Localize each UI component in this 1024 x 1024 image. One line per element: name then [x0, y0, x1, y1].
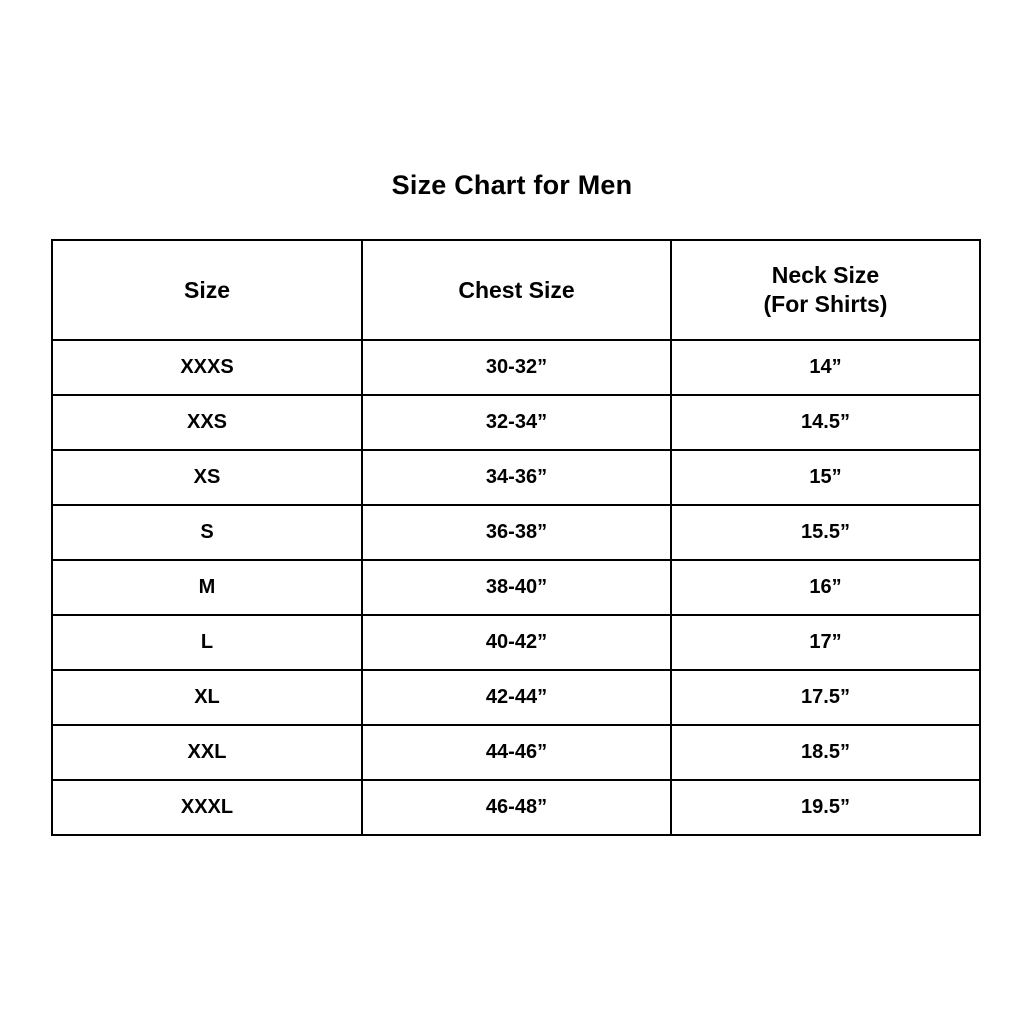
column-header-neck: [671, 240, 980, 340]
cell-chest: 34-36”: [362, 450, 671, 505]
column-header-size-label: Size: [183, 276, 231, 303]
table-row: [52, 450, 980, 505]
cell-chest: 38-40”: [362, 560, 671, 615]
table-body: [52, 340, 980, 835]
table-row: [52, 340, 980, 395]
size-chart-table: [51, 239, 981, 836]
cell-neck: 17.5”: [671, 670, 980, 725]
page-title: Size Chart for Men: [391, 170, 633, 200]
table-row: [52, 615, 980, 670]
cell-chest: 42-44”: [362, 670, 671, 725]
cell-size: M: [52, 560, 362, 615]
table-row: [52, 670, 980, 725]
cell-neck: 16”: [671, 560, 980, 615]
cell-size: S: [52, 505, 362, 560]
column-header-chest-label: Chest Size: [458, 276, 575, 303]
cell-size: XXL: [52, 725, 362, 780]
cell-size: XL: [52, 670, 362, 725]
cell-neck: 15”: [671, 450, 980, 505]
cell-size: XXXS: [52, 340, 362, 395]
cell-chest: 32-34”: [362, 395, 671, 450]
cell-chest: 30-32”: [362, 340, 671, 395]
column-header-neck-label: Neck Size: [771, 262, 880, 289]
table-header: [52, 240, 980, 340]
cell-chest: 36-38”: [362, 505, 671, 560]
table-row: [52, 505, 980, 560]
column-header-neck-sublabel: (For Shirts): [763, 291, 888, 317]
table-row: [52, 725, 980, 780]
table-row: [52, 560, 980, 615]
cell-neck: 15.5”: [671, 505, 980, 560]
table-header-row: [52, 240, 980, 340]
cell-neck: 17”: [671, 615, 980, 670]
column-header-chest: [362, 240, 671, 340]
cell-chest: 40-42”: [362, 615, 671, 670]
column-header-size: [52, 240, 362, 340]
cell-size: XS: [52, 450, 362, 505]
cell-neck: 14.5”: [671, 395, 980, 450]
cell-size: XXS: [52, 395, 362, 450]
table-row: [52, 780, 980, 835]
cell-neck: 18.5”: [671, 725, 980, 780]
cell-chest: 44-46”: [362, 725, 671, 780]
cell-size: XXXL: [52, 780, 362, 835]
table-row: [52, 395, 980, 450]
cell-chest: 46-48”: [362, 780, 671, 835]
cell-neck: 19.5”: [671, 780, 980, 835]
cell-size: L: [52, 615, 362, 670]
cell-neck: 14”: [671, 340, 980, 395]
